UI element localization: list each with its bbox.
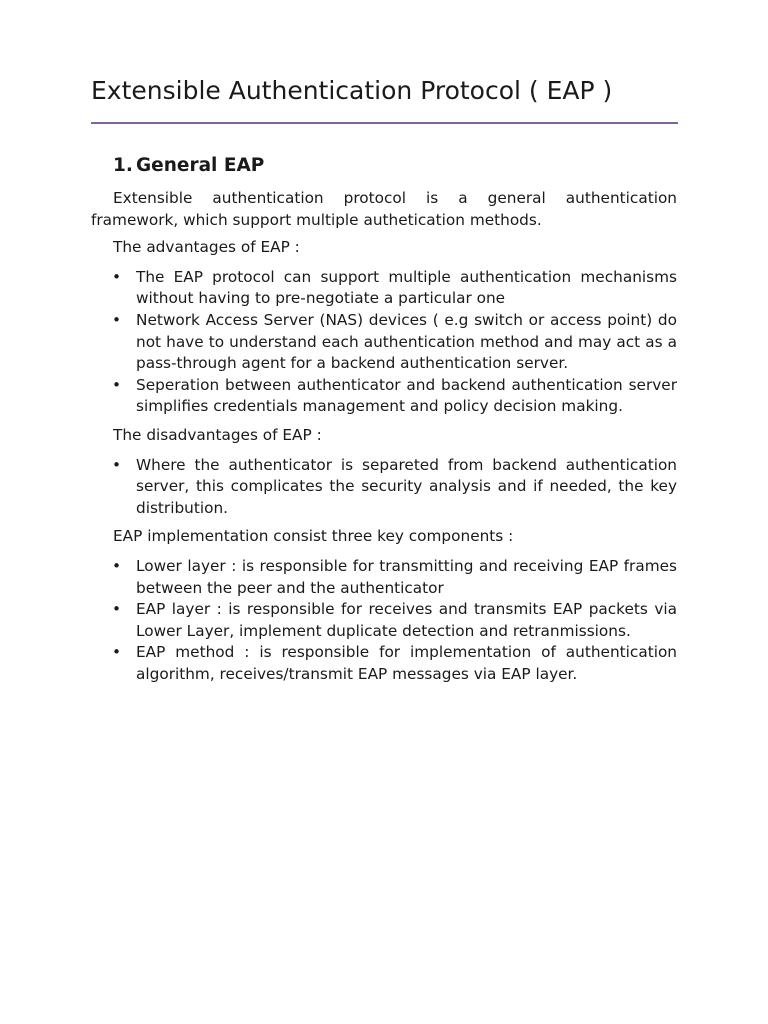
list-item <box>91 599 677 642</box>
section-heading <box>113 154 677 178</box>
list-item-text: Where the authenticator is separeted from backend authentication server, this complicates the security analysis and if needed, the key distribution. <box>136 455 677 517</box>
advantages-lead: The advantages of EAP : <box>113 238 300 257</box>
disadvantages-lead: The disadvantages of EAP : <box>113 425 322 444</box>
section-number: 1. <box>113 155 133 176</box>
list-item-text: Lower layer : is responsible for transmitting and receiving EAP frames between the peer and the authenticator <box>136 556 677 597</box>
components-list <box>91 556 677 686</box>
components-lead: EAP implementation consist three key components : <box>113 527 514 546</box>
list-item <box>91 267 677 310</box>
section-title: General EAP <box>136 155 265 176</box>
advantages-list <box>91 267 677 418</box>
bullet-icon: • <box>112 556 122 575</box>
list-item <box>91 455 677 520</box>
bullet-icon: • <box>112 375 122 394</box>
list-item-text: The EAP protocol can support multiple authentication mechanisms without having to pre-negotiate a particular one <box>136 267 677 308</box>
document-page <box>91 74 677 685</box>
list-item-text: EAP layer : is responsible for receives and transmits EAP packets via Lower Layer, implement duplicate detection and retranmissions. <box>136 600 677 640</box>
bullet-icon: • <box>112 267 122 286</box>
document-title: Extensible Authentication Protocol ( EAP ) <box>91 76 613 105</box>
list-item <box>91 642 677 685</box>
bullet-icon: • <box>112 455 122 474</box>
intro-paragraph: Extensible authentication protocol is a general authentication framework, which support multiple authetication methods. <box>91 189 677 229</box>
list-item-text: Seperation between authenticator and backend authentication server simplifies credentials management and policy decision making. <box>136 375 677 416</box>
list-item <box>91 310 677 375</box>
bullet-icon: • <box>112 600 122 619</box>
list-item-text: EAP method : is responsible for implementation of authentication algorithm, receives/transmit EAP messages via EAP layer. <box>136 643 677 683</box>
list-item <box>91 375 677 418</box>
list-item <box>91 556 677 599</box>
disadvantages-list <box>91 455 677 520</box>
list-item-text: Network Access Server (NAS) devices ( e.g switch or access point) do not have to understand each authentication method and may act as a pass-through agent for a backend authentication server. <box>136 310 677 373</box>
bullet-icon: • <box>112 310 122 329</box>
bullet-icon: • <box>112 643 122 662</box>
title-underline <box>91 122 678 124</box>
